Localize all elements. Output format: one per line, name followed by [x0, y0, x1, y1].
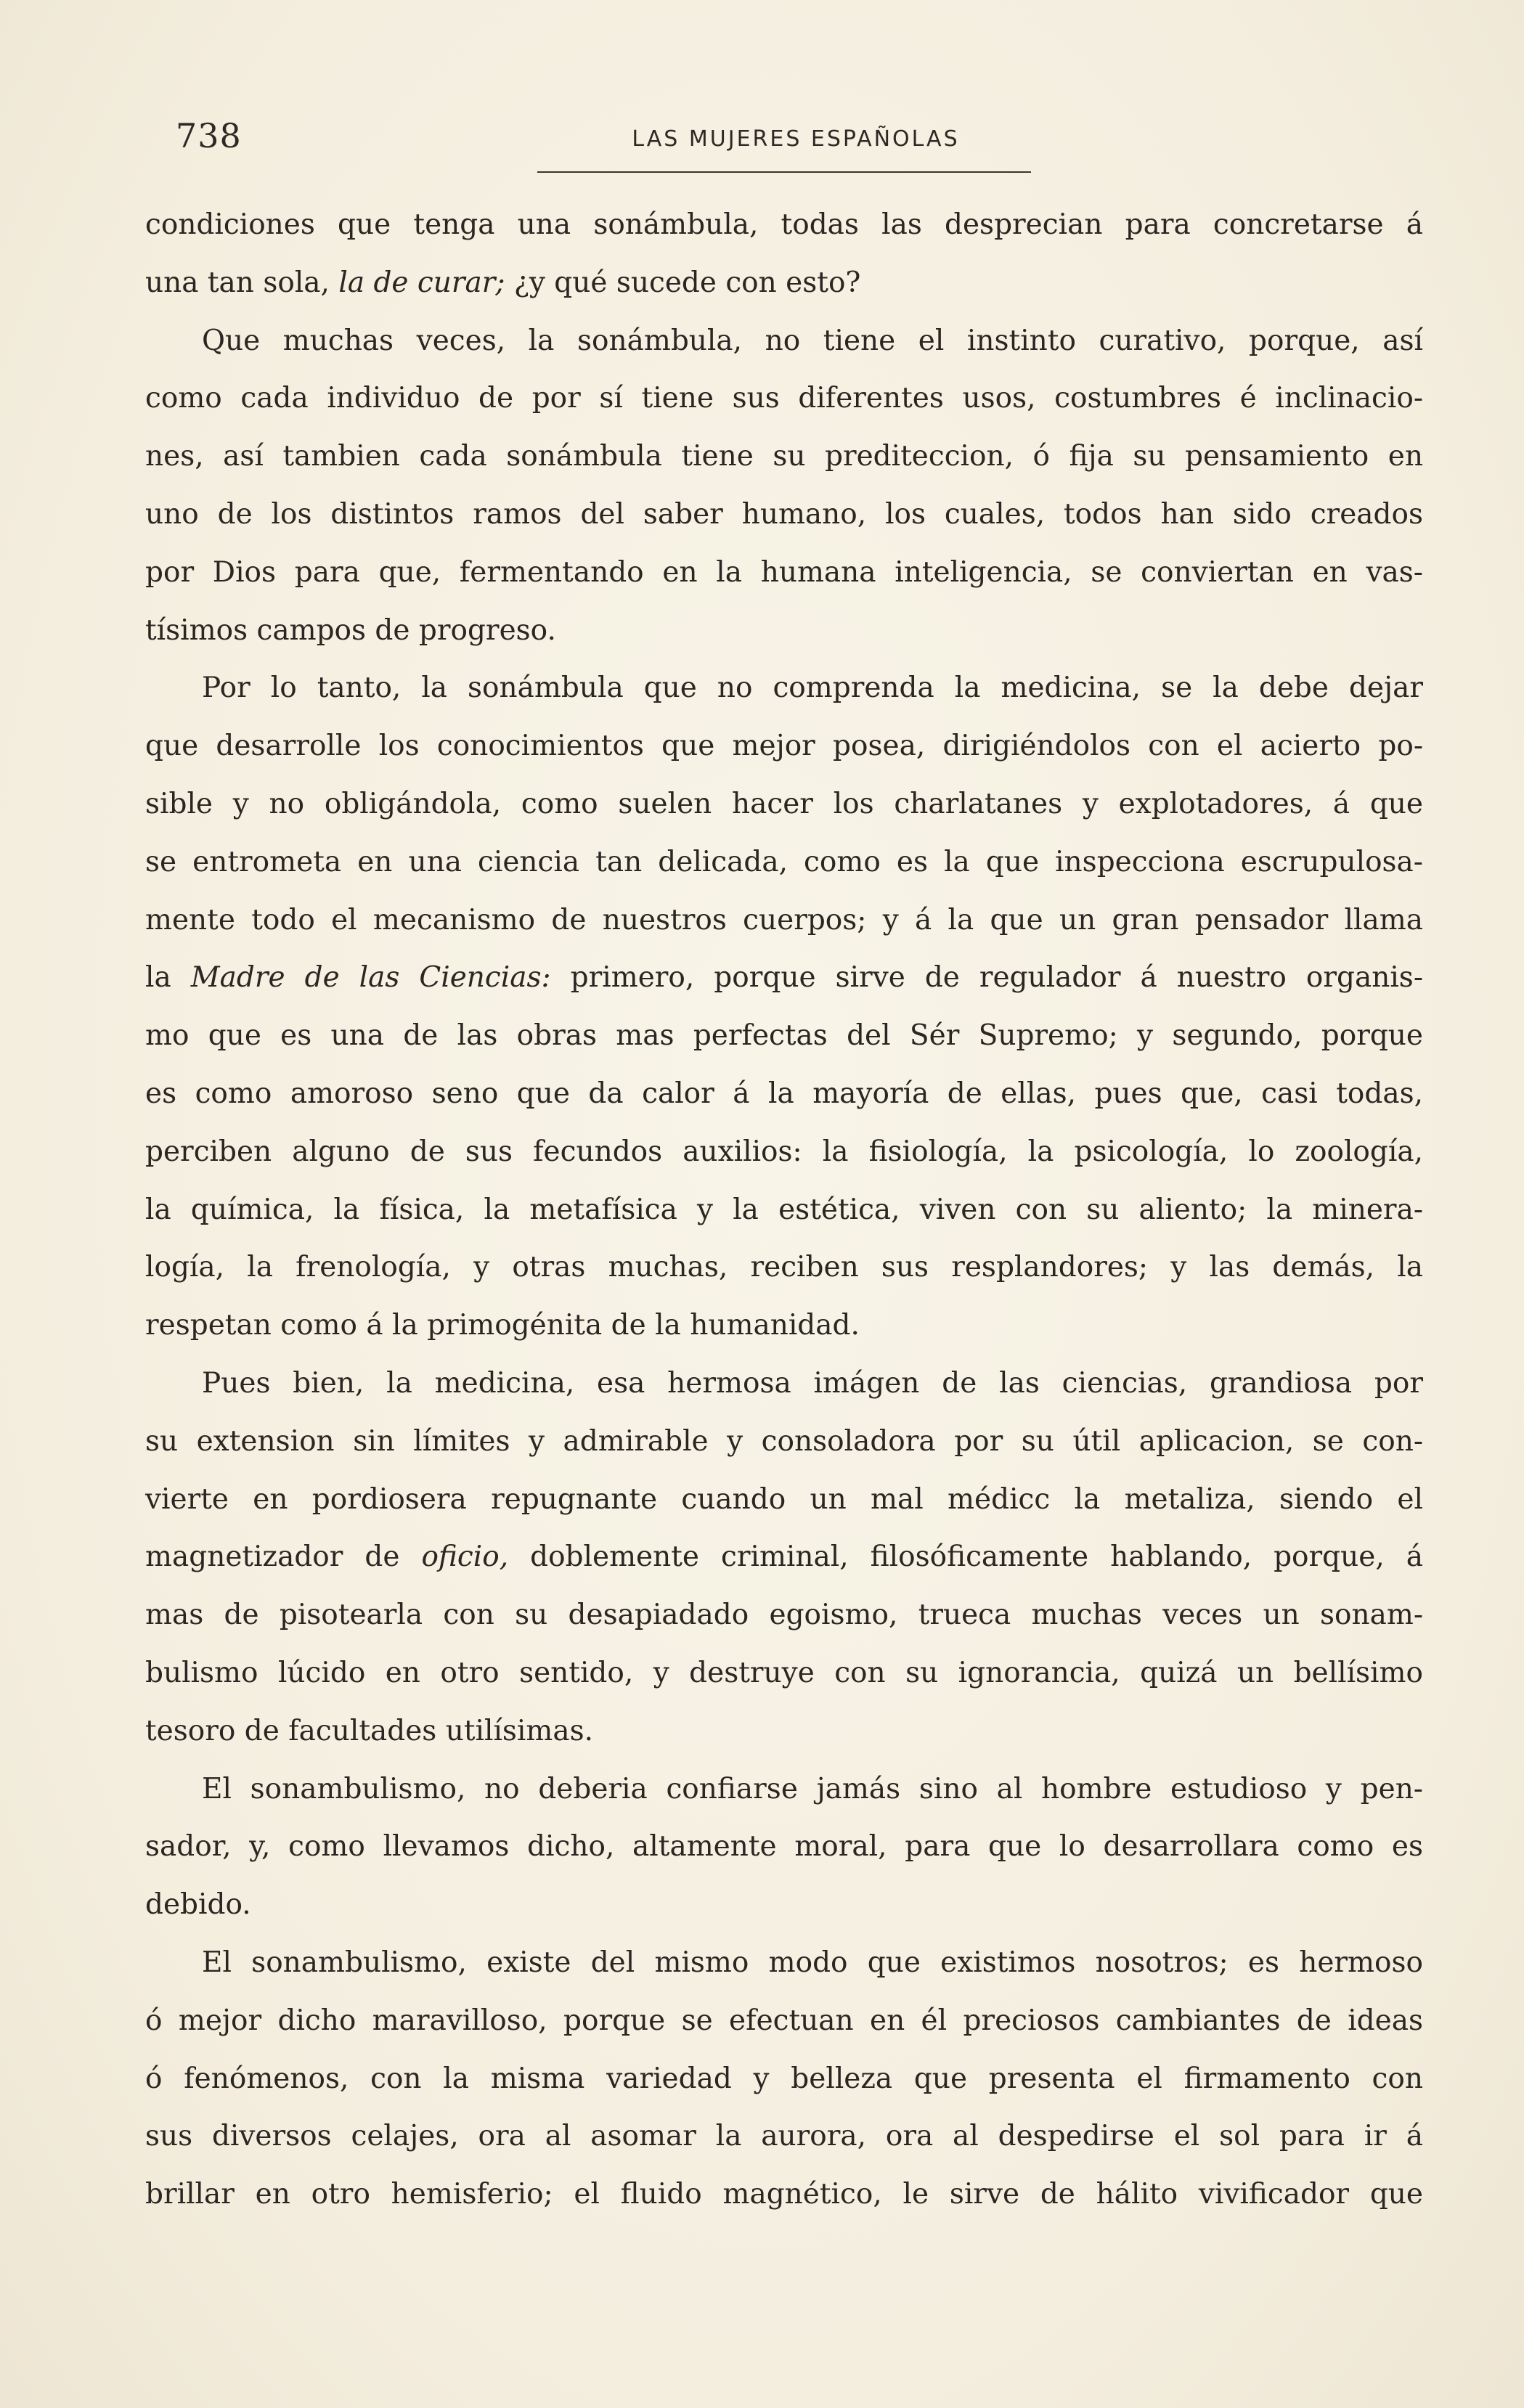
italic-phrase: oficio,: [421, 1540, 509, 1574]
text-segment: Por lo tanto, la sonámbula que no comprenda la medicina, se la debe dejar: [202, 672, 1423, 705]
text-segment: mas de pisotearla con su desapiadado egoismo, trueca muchas veces un sonam-: [145, 1599, 1423, 1632]
text-line: [145, 1586, 1423, 1644]
text-line: [145, 1007, 1423, 1065]
text-line: [145, 1471, 1423, 1529]
text-line: [145, 544, 1423, 602]
text-line: [145, 312, 1423, 370]
text-line: [145, 2107, 1423, 2166]
page-header: [168, 116, 1423, 167]
text-line: [145, 1934, 1423, 1992]
text-segment: debido.: [145, 1888, 251, 1922]
text-segment: que desarrolle los conocimientos que mejor posea, dirigiéndolos con el acierto po-: [145, 730, 1423, 763]
text-segment: su extension sin límites y admirable y consoladora por su útil aplicacion, se con-: [145, 1424, 1423, 1458]
text-segment: vierte en pordiosera repugnante cuando un mal médicc la metaliza, siendo el: [145, 1482, 1423, 1516]
text-segment: tesoro de facultades utilísimas.: [145, 1714, 594, 1747]
body-text: [145, 196, 1423, 2224]
paragraph: [145, 1934, 1423, 2224]
text-line: [145, 1992, 1423, 2050]
text-line: [145, 1123, 1423, 1181]
text-line: [145, 486, 1423, 544]
text-line: [145, 428, 1423, 486]
text-line: [145, 1297, 1423, 1355]
text-line: [145, 254, 1423, 312]
text-segment: magnetizador de: [145, 1540, 422, 1574]
text-line: [145, 717, 1423, 775]
text-segment: se entrometa en una ciencia tan delicada, como es la que inspecciona escrupulosa-: [145, 845, 1423, 878]
text-line: [145, 1413, 1423, 1471]
text-segment: perciben alguno de sus fecundos auxilios: la fisiología, la psicología, lo zoología,: [145, 1135, 1423, 1168]
text-line: [145, 602, 1423, 660]
text-line: [145, 1760, 1423, 1819]
text-segment: una tan sola,: [145, 266, 339, 299]
text-segment: nes, así tambien cada sonámbula tiene su prediteccion, ó fija su pensamiento en: [145, 440, 1423, 473]
text-segment: ó mejor dicho maravilloso, porque se efectuan en él preciosos cambiantes de ideas: [145, 2004, 1423, 2037]
text-segment: mo que es una de las obras mas perfectas del Sér Supremo; y segundo, porque: [145, 1019, 1423, 1053]
paragraph: [145, 1355, 1423, 1760]
text-segment: El sonambulismo, existe del mismo modo que existimos nosotros; es hermoso: [202, 1946, 1423, 1979]
text-segment: bulismo lúcido en otro sentido, y destruye con su ignorancia, quizá un bellísimo: [145, 1656, 1423, 1689]
text-segment: como cada individuo de por sí tiene sus diferentes usos, costumbres é inclinacio-: [145, 382, 1423, 415]
text-segment: primero, porque sirve de regulador á nuestro organis-: [550, 961, 1423, 995]
text-segment: sus diversos celajes, ora al asomar la aurora, ora al despedirse el sol para ir á: [145, 2120, 1423, 2153]
text-line: [145, 1181, 1423, 1239]
text-segment: la química, la física, la metafísica y la estética, viven con su aliento; la minera-: [145, 1193, 1423, 1226]
text-segment: mente todo el mecanismo de nuestros cuerpos; y á la que un gran pensador llama: [145, 903, 1423, 936]
text-segment: condiciones que tenga una sonámbula, todas las desprecian para concretarse á: [145, 208, 1423, 241]
text-segment: Pues bien, la medicina, esa hermosa imágen de las ciencias, grandiosa por: [202, 1366, 1423, 1400]
text-line: [145, 1876, 1423, 1934]
text-segment: respetan como á la primogénita de la humanidad.: [145, 1309, 860, 1342]
text-segment: El sonambulismo, no deberia confiarse jamás sino al hombre estudioso y pen-: [202, 1772, 1423, 1805]
text-line: [145, 833, 1423, 891]
text-line: [145, 370, 1423, 428]
text-line: [145, 1355, 1423, 1413]
text-line: [145, 949, 1423, 1007]
text-segment: doblemente criminal, filosóficamente hablando, porque, á: [508, 1540, 1423, 1574]
paragraph: [145, 196, 1423, 312]
text-line: [145, 659, 1423, 717]
text-line: [145, 196, 1423, 254]
page-number: 738: [176, 116, 242, 155]
text-segment: tísimos campos de progreso.: [145, 613, 556, 647]
text-line: [145, 891, 1423, 950]
text-segment: ¿y qué sucede con esto?: [505, 266, 861, 299]
text-segment: ó fenómenos, con la misma variedad y belleza que presenta el firmamento con: [145, 2062, 1423, 2095]
text-line: [145, 2166, 1423, 2224]
text-line: [145, 1644, 1423, 1702]
text-line: [145, 1818, 1423, 1876]
header-rule: [537, 171, 1031, 173]
text-line: [145, 1238, 1423, 1297]
text-segment: uno de los distintos ramos del saber humano, los cuales, todos han sido creados: [145, 497, 1423, 531]
italic-phrase: la de curar;: [338, 266, 505, 299]
text-segment: logía, la frenología, y otras muchas, reciben sus resplandores; y las demás, la: [145, 1251, 1423, 1284]
text-segment: brillar en otro hemisferio; el fluido magnético, le sirve de hálito vivificador que: [145, 2178, 1423, 2211]
text-line: [145, 775, 1423, 833]
text-line: [145, 2050, 1423, 2108]
text-line: [145, 1065, 1423, 1123]
italic-phrase: Madre de las Ciencias:: [190, 961, 551, 995]
text-segment: sador, y, como llevamos dicho, altamente moral, para que lo desarrollara como es: [145, 1830, 1423, 1864]
running-title: LAS MUJERES ESPAÑOLAS: [632, 126, 960, 152]
text-segment: la: [145, 961, 191, 995]
text-segment: Que muchas veces, la sonámbula, no tiene el instinto curativo, porque, así: [202, 324, 1423, 357]
text-segment: por Dios para que, fermentando en la humana inteligencia, se conviertan en vas-: [145, 555, 1423, 589]
text-segment: es como amoroso seno que da calor á la mayoría de ellas, pues que, casi todas,: [145, 1077, 1423, 1110]
paragraph: [145, 659, 1423, 1355]
paragraph: [145, 312, 1423, 660]
text-line: [145, 1528, 1423, 1586]
paragraph: [145, 1760, 1423, 1934]
text-segment: sible y no obligándola, como suelen hacer los charlatanes y explotadores, á que: [145, 787, 1423, 820]
text-line: [145, 1702, 1423, 1760]
